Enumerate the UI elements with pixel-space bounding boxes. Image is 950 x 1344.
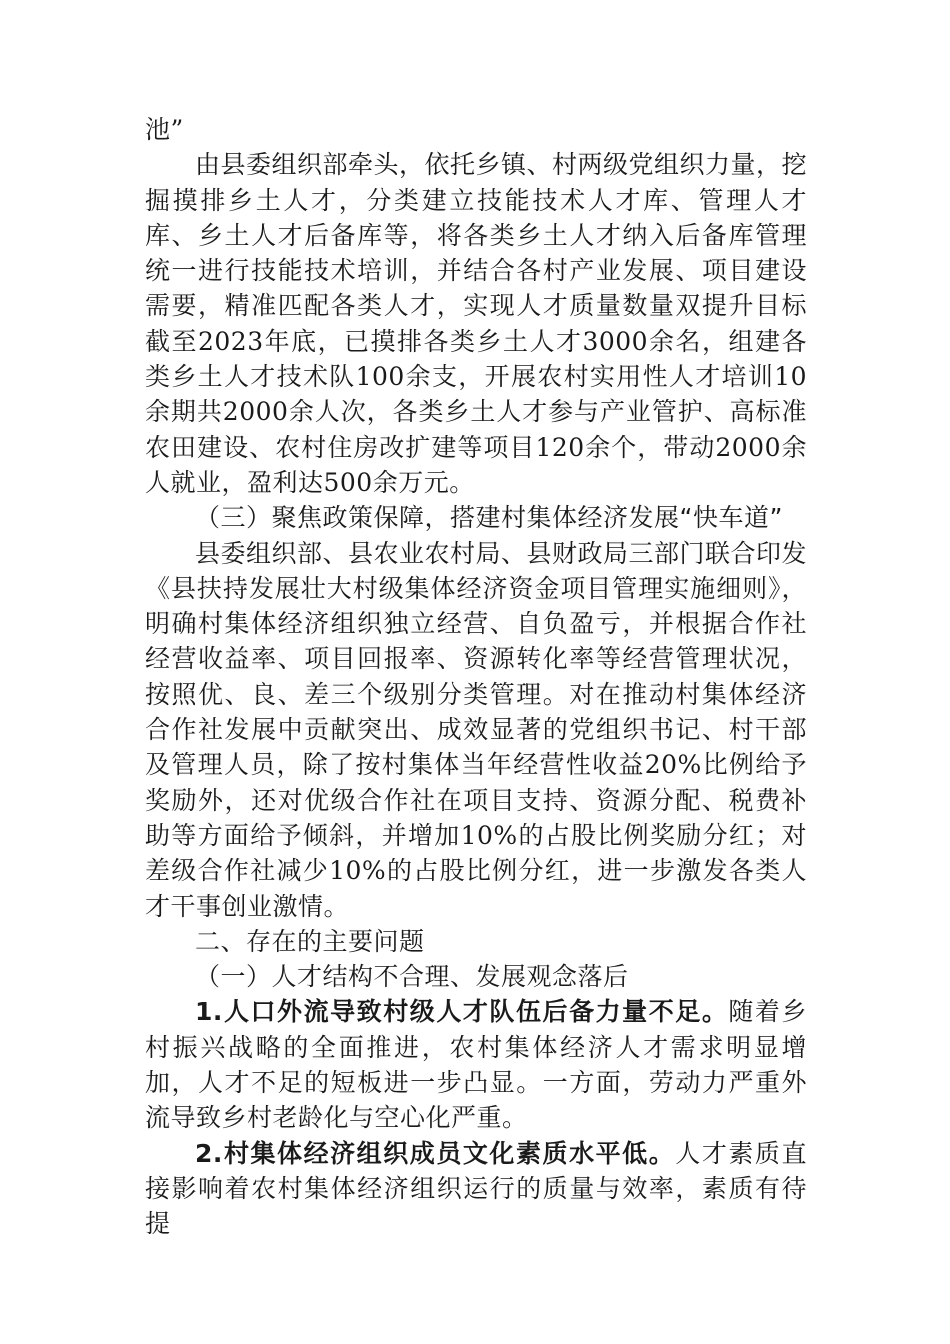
paragraph-population-outflow [145, 994, 807, 1135]
paragraph-policy: 县委组织部、县农业农村局、县财政局三部门联合印发《县扶持发展壮大村级集体经济资金项目管理实施细则》，明确村集体经济组织独立经营、自负盈亏，并根据合作社经营收益率、项目回报率、资源转化率等经营管理状况，按照优、良、差三个级别分类管理。对在推动村集体经济合作社发展中贡献突出、成效显著的党组织书记、村干部及管理人员，除了按村集体当年经营性收益20%比例给予奖励外，还对优级合作社在项目支持、资源分配、税费补助等方面给予倾斜，并增加10%的占股比例奖励分红；对差级合作社减少10%的占股比例分红，进一步激发各类人才干事创业激情。 [145, 538, 808, 921]
paragraph-education-level [145, 1136, 807, 1242]
paragraph-lead-bold: 2.村集体经济组织成员文化素质水平低。 [195, 1138, 676, 1168]
paragraph-body-text: 人才素质直接影响着农村集体经济组织运行的质量与效率，素质有待提 [145, 1138, 807, 1239]
subsection-heading-talent-structure: （一）人才结构不合理、发展观念落后 [195, 962, 629, 992]
paragraph-body-text: 随着乡村振兴战略的全面推进，农村集体经济人才需求明显增加，人才不足的短板进一步凸显。一方面，劳动力严重外流导致乡村老龄化与空心化严重。 [145, 997, 807, 1133]
section-heading-policy: （三）聚焦政策保障，搭建村集体经济发展“快车道” [195, 503, 783, 533]
paragraph-lead-bold: 1.人口外流导致村级人才队伍后备力量不足。 [195, 997, 729, 1027]
document-body [145, 112, 807, 1242]
paragraph-talent-pool: 由县委组织部牵头，依托乡镇、村两级党组织力量，挖掘摸排乡土人才，分类建立技能技术人才库、管理人才库、乡土人才后备库等，将各类乡土人才纳入后备库管理统一进行技能技术培训，并结合各村产业发展、项目建设需要，精准匹配各类人才，实现人才质量数量双提升目标截至2023年底，已摸排各类乡土人才3000余名，组建各类乡土人才技术队100余支，开展农村实用性人才培训10余期共2000余人次，各类乡土人才参与产业管护、高标准农田建设、农村住房改扩建等项目120余个，带动2000余人就业，盈利达500余万元。 [145, 150, 808, 497]
paragraph-continuation: 池” [145, 115, 184, 144]
section-heading-problems: 二、存在的主要问题 [195, 926, 425, 956]
